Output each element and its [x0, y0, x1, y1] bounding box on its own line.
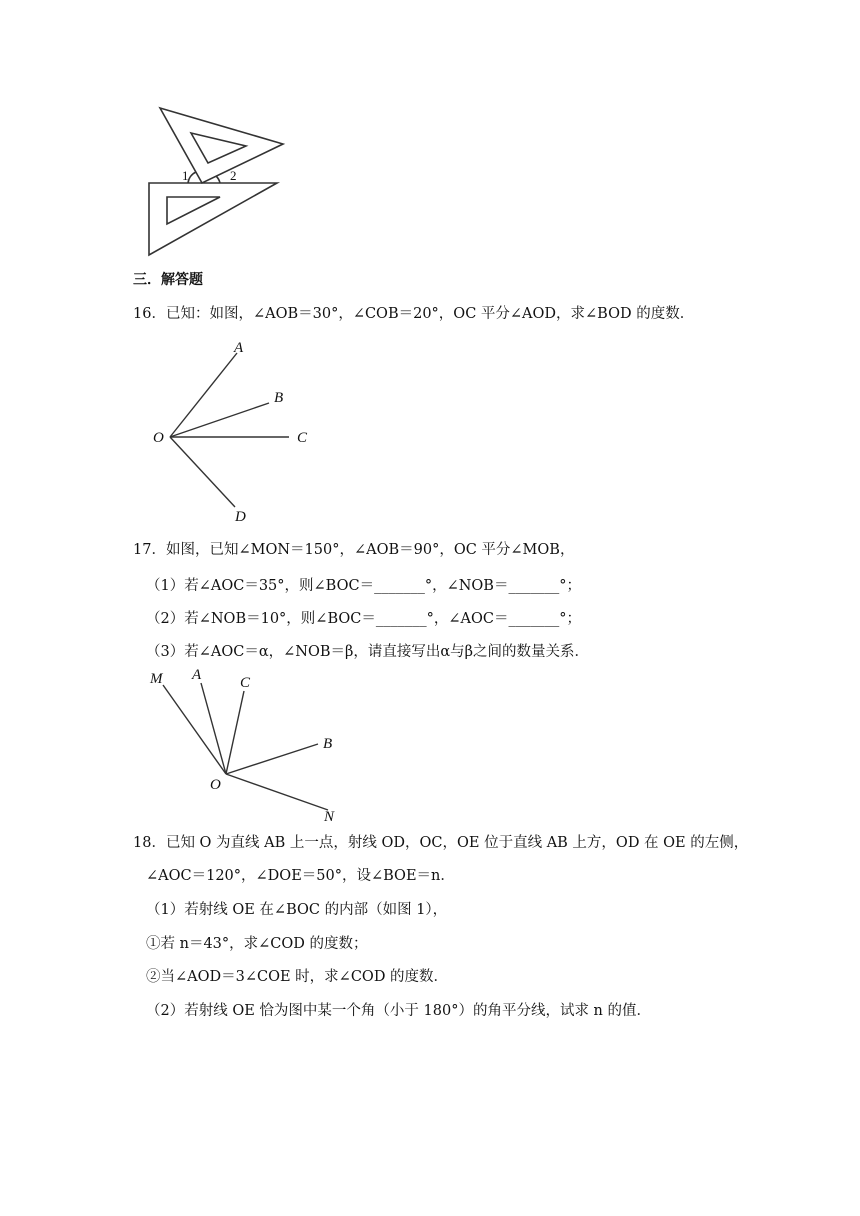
ray-ob [170, 403, 269, 437]
ray-om [163, 685, 226, 774]
point-b-label: B [274, 390, 284, 406]
problem-17-part-1: （1）若∠AOC＝35°，则∠BOC＝_______°，∠NOB＝_______°； [146, 578, 581, 594]
ray-oa [170, 353, 237, 437]
problem-text: 已知 O 为直线 AB 上一点，射线 OD，OC，OE 位于直线 AB 上方，OD 在 OE 的左侧， [165, 835, 749, 851]
point-c-label: C [297, 430, 308, 446]
problem-text: 已知：如图，∠AOB＝30°，∠COB＝20°，OC 平分∠AOD，求∠BOD 的度数． [165, 306, 695, 322]
point-b-label: B [323, 736, 333, 752]
point-c-label: C [240, 675, 251, 691]
problem-number: 17． [133, 542, 166, 558]
section-heading: 三．解答题 [133, 272, 203, 288]
set-squares-figure [140, 100, 290, 260]
ray-on [226, 774, 328, 810]
figure-16 [145, 335, 325, 530]
point-d-label: D [235, 509, 246, 525]
point-a-label: A [234, 340, 244, 356]
angle-1-arc [188, 172, 196, 183]
upper-triangle-outer [160, 108, 283, 183]
problem-17-part-3: （3）若∠AOC＝α，∠NOB＝β，请直接写出α与β之间的数量关系． [146, 644, 590, 660]
angle-1-label: 1 [182, 168, 189, 183]
point-n-label: N [324, 809, 335, 825]
problem-number: 18． [133, 835, 166, 851]
angle-2-label: 2 [230, 168, 237, 183]
problem-18-part-1: （1）若射线 OE 在∠BOC 的内部（如图 1）， [146, 902, 448, 918]
problem-number: 16． [133, 306, 166, 322]
problem-18-line-2: ∠AOC＝120°，∠DOE＝50°，设∠BOE＝n． [146, 868, 455, 884]
problem-16 [133, 304, 694, 324]
point-a-label: A [192, 667, 202, 683]
ray-oc [226, 691, 244, 774]
ray-ob [226, 744, 318, 774]
figure-17 [140, 665, 350, 825]
ray-oa [201, 683, 226, 774]
point-m-label: M [150, 671, 163, 687]
point-o-label: O [210, 777, 221, 793]
problem-18-line-1 [133, 833, 748, 853]
upper-triangle-inner [191, 133, 246, 163]
point-o-label: O [153, 430, 164, 446]
ray-od [170, 437, 235, 507]
problem-17-part-2: （2）若∠NOB＝10°，则∠BOC＝_______°，∠AOC＝_______°； [146, 611, 581, 627]
angle-2-arc [216, 176, 220, 183]
problem-18-part-1-b: ②当∠AOD＝3∠COE 时，求∠COD 的度数． [146, 969, 449, 985]
problem-18-part-2: （2）若射线 OE 恰为图中某一个角（小于 180°）的角平分线，试求 n 的值． [146, 1003, 652, 1019]
problem-18-part-1-a: ①若 n＝43°，求∠COD 的度数； [146, 936, 368, 952]
problem-17-line-1 [133, 540, 574, 560]
problem-text: 如图，已知∠MON＝150°，∠AOB＝90°，OC 平分∠MOB， [165, 542, 575, 558]
lower-triangle-outer [149, 183, 277, 255]
